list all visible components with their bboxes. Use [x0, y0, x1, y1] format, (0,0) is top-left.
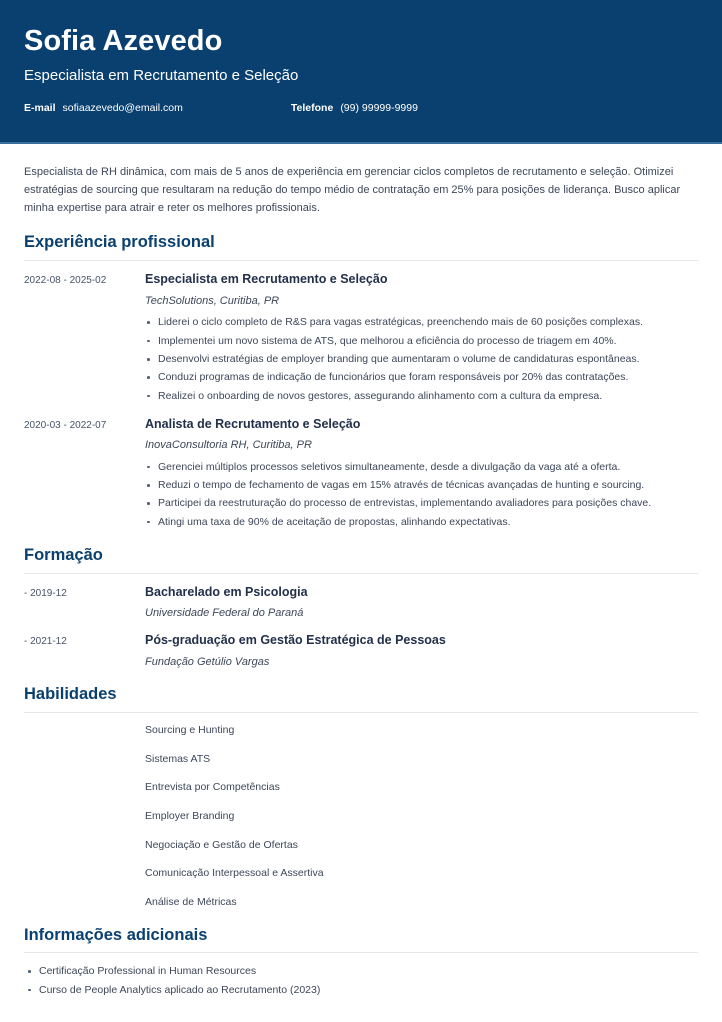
candidate-name: Sofia Azevedo [24, 25, 223, 57]
skill-item: Entrevista por Competências [145, 781, 280, 794]
experience-entry [24, 417, 698, 530]
professional-summary: Especialista de RH dinâmica, com mais de 5 anos de experiência em gerenciar ciclos completos de recrutamento e seleção. Otimizei estratégias de sourcing que resultaram na redução do tempo médio de contratação em 25% para posições de liderança. Busco aplicar minha expertise para atrair e reter os melhores profissionais. [24, 166, 681, 214]
contact-phone [291, 102, 418, 114]
education-entry [24, 633, 698, 669]
experience-role: Analista de Recrutamento e Seleção [145, 416, 361, 431]
email-label: E-mail [24, 101, 56, 114]
section-divider [24, 573, 698, 574]
contact-row [24, 102, 698, 114]
experience-bullet: Gerenciei múltiplos processos seletivos simultaneamente, desde a divulgação da vaga até a oferta. [145, 460, 698, 475]
section-divider [24, 952, 698, 953]
section-skills [24, 685, 698, 909]
education-institution: Fundação Getúlio Vargas [145, 656, 270, 669]
resume-header [0, 0, 722, 144]
candidate-job-title: Especialista em Recrutamento e Seleção [24, 66, 299, 84]
experience-role: Especialista em Recrutamento e Seleção [145, 272, 388, 287]
skills-list [24, 724, 698, 909]
education-dates: - 2021-12 [24, 636, 67, 648]
section-divider [24, 260, 698, 261]
skill-item: Negociação e Gestão de Ofertas [145, 838, 298, 851]
section-experience [24, 233, 698, 529]
experience-bullet: Conduzi programas de indicação de funcionários que foram responsáveis por 20% das contratações. [145, 370, 698, 385]
additional-info-item: Certificação Professional in Human Resources [24, 964, 698, 979]
skill-item: Sourcing e Hunting [145, 724, 235, 737]
education-entry [24, 585, 698, 621]
education-dates: - 2019-12 [24, 587, 67, 599]
additional-info-item: Curso de People Analytics aplicado ao Recrutamento (2023) [24, 983, 698, 998]
section-title-education: Formação [24, 545, 103, 564]
section-education [24, 546, 698, 670]
experience-bullet: Liderei o ciclo completo de R&S para vagas estratégicas, preenchendo mais de 60 posições complexas. [145, 315, 698, 330]
resume-body [0, 164, 722, 998]
experience-bullet: Atingi uma taxa de 90% de aceitação de propostas, alinhando expectativas. [145, 515, 698, 530]
experience-bullet-list [145, 315, 698, 404]
section-title-experience: Experiência profissional [24, 233, 215, 252]
experience-bullet: Desenvolvi estratégias de employer branding que aumentaram o volume de candidaturas espontâneas. [145, 352, 698, 367]
experience-dates: 2020-03 - 2022-07 [24, 419, 107, 431]
phone-label: Telefone [290, 101, 334, 114]
contact-email [24, 102, 183, 114]
experience-bullet: Reduzi o tempo de fechamento de vagas em 15% através de técnicas avançadas de hunting e sourcing. [145, 478, 698, 493]
experience-body [145, 417, 698, 530]
section-title-additional-info: Informações adicionais [24, 925, 208, 944]
phone-value: (99) 99999-9999 [340, 101, 418, 114]
experience-entry [24, 272, 698, 403]
section-title-skills: Habilidades [24, 685, 117, 704]
additional-info-list [24, 964, 698, 997]
section-additional-info [24, 926, 698, 998]
skill-item: Comunicação Interpessoal e Assertiva [145, 867, 324, 880]
education-institution: Universidade Federal do Paraná [145, 607, 304, 620]
experience-body [145, 272, 698, 403]
experience-bullet: Participei da reestruturação do processo de entrevistas, implementando avaliadores para posições chave. [145, 496, 698, 511]
experience-dates: 2022-08 - 2025-02 [24, 275, 107, 287]
skill-item: Análise de Métricas [145, 896, 237, 909]
education-degree: Bacharelado em Psicologia [145, 584, 308, 599]
email-value: sofiaazevedo@email.com [62, 101, 183, 114]
education-body [145, 633, 698, 669]
experience-organization: InovaConsultoria RH, Curitiba, PR [145, 439, 312, 452]
experience-bullet-list [145, 460, 698, 530]
experience-bullet: Realizei o onboarding de novos gestores, assegurando alinhamento com a cultura da empresa. [145, 389, 698, 404]
section-divider [24, 712, 698, 713]
experience-bullet: Implementei um novo sistema de ATS, que melhorou a eficiência do processo de triagem em 40%. [145, 334, 698, 349]
skill-item: Employer Branding [145, 810, 235, 823]
skill-item: Sistemas ATS [145, 752, 211, 765]
experience-organization: TechSolutions, Curitiba, PR [145, 294, 280, 307]
education-degree: Pós-graduação em Gestão Estratégica de Pessoas [145, 633, 446, 648]
education-body [145, 585, 698, 621]
